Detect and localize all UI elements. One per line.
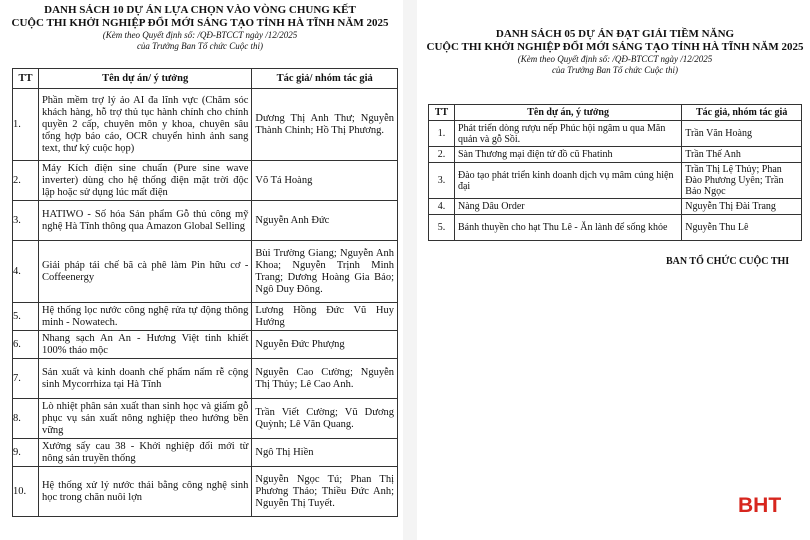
left-title-2: CUỘC THI KHỞI NGHIỆP ĐỔI MỚI SÁNG TẠO TỈNH HÀ TĨNH NĂM 2025 bbox=[11, 17, 389, 29]
table-row bbox=[429, 163, 802, 199]
project-name: Bánh thuyền cho hạt Thu Lê - Ăn lành để sống khỏe bbox=[454, 215, 681, 241]
bht-logo bbox=[738, 492, 788, 516]
project-author: Nguyễn Ngọc Tú; Phan Thị Phương Thảo; Thiều Đức Anh; Nguyễn Thị Tuyết. bbox=[252, 467, 398, 517]
row-number: 6. bbox=[13, 331, 39, 359]
project-author: Trần Viết Cường; Vũ Dương Quỳnh; Lê Văn Quang. bbox=[252, 399, 398, 439]
project-author: Lương Hồng Đức Vũ Huy Hướng bbox=[252, 303, 398, 331]
row-number: 5. bbox=[13, 303, 39, 331]
left-header-author: Tác giả/ nhóm tác giả bbox=[252, 69, 398, 89]
project-author: Võ Tá Hoàng bbox=[252, 161, 398, 201]
table-row bbox=[13, 331, 398, 359]
row-number: 1. bbox=[13, 89, 39, 161]
table-row bbox=[13, 303, 398, 331]
row-number: 9. bbox=[13, 439, 39, 467]
project-name: Máy Kích điện sine chuẩn (Pure sine wave inverter) dùng cho hệ thống điện mặt trời độc lập hoặc sử dụng lúc mất điện bbox=[38, 161, 251, 201]
organizing-committee-signature: BAN TỔ CHỨC CUỘC THI bbox=[666, 256, 790, 267]
row-number: 7. bbox=[13, 359, 39, 399]
right-header-author: Tác giả, nhóm tác giả bbox=[682, 105, 802, 121]
project-name: Sàn Thương mại điện tử đồ cũ Fhatinh bbox=[454, 147, 681, 163]
row-number: 10. bbox=[13, 467, 39, 517]
left-title-1: DANH SÁCH 10 DỰ ÁN LỰA CHỌN VÀO VÒNG CHUNG KẾT bbox=[44, 4, 356, 16]
table-row bbox=[429, 121, 802, 147]
table-row bbox=[13, 241, 398, 303]
project-author: Nguyễn Anh Đức bbox=[252, 201, 398, 241]
left-header-name: Tên dự án/ ý tưởng bbox=[38, 69, 251, 89]
table-row bbox=[13, 359, 398, 399]
left-subtitle-1: (Kèm theo Quyết định số: /QĐ-BTCCT ngày /12/2025 bbox=[102, 30, 298, 40]
table-row bbox=[13, 161, 398, 201]
table-row bbox=[13, 467, 398, 517]
project-name: Phần mềm trợ lý ảo AI đa lĩnh vực (Chăm sóc khách hàng, hỗ trợ thủ tục hành chính cho chính quyền 2 cấp, chuyên môn y khoa, chuyên sâu tổng hợp báo cáo, OCR chuyển hình ảnh sang text, thư ký cuộc họp) bbox=[38, 89, 251, 161]
project-name: Nhang sạch An An - Hương Việt tinh khiết 100% thảo mộc bbox=[38, 331, 251, 359]
project-name: Sản xuất và kinh doanh chế phẩm nấm rễ cộng sinh Mycorrhiza tại Hà Tĩnh bbox=[38, 359, 251, 399]
left-project-table bbox=[12, 68, 398, 517]
right-title-1: DANH SÁCH 05 DỰ ÁN ĐẠT GIẢI TIỀM NĂNG bbox=[495, 28, 735, 40]
row-number: 5. bbox=[429, 215, 455, 241]
project-name: Phát triển dòng rượu nếp Phúc hội ngâm u qua Măn quản và gỗ Sồi. bbox=[454, 121, 681, 147]
row-number: 4. bbox=[13, 241, 39, 303]
table-row bbox=[13, 201, 398, 241]
left-header-no: TT bbox=[13, 69, 39, 89]
left-subtitle-2: của Trưởng Ban Tổ chức Cuộc thi) bbox=[136, 41, 264, 51]
right-header-name: Tên dự án, ý tưởng bbox=[454, 105, 681, 121]
right-header-no: TT bbox=[429, 105, 455, 121]
row-number: 2. bbox=[429, 147, 455, 163]
table-row bbox=[13, 89, 398, 161]
right-project-table bbox=[428, 104, 802, 241]
project-author: Trần Thế Anh bbox=[682, 147, 802, 163]
row-number: 1. bbox=[429, 121, 455, 147]
project-name: HATIWO - Số hóa Sản phẩm Gỗ thủ công mỹ nghệ Hà Tĩnh thông qua Amazon Global Selling bbox=[38, 201, 251, 241]
project-author: Nguyễn Thu Lê bbox=[682, 215, 802, 241]
row-number: 3. bbox=[429, 163, 455, 199]
project-author: Nguyễn Cao Cường; Nguyễn Thị Thủy; Lê Cao Anh. bbox=[252, 359, 398, 399]
project-name: Hệ thống xử lý nước thải bằng công nghệ sinh học trong chăn nuôi lợn bbox=[38, 467, 251, 517]
page-gutter bbox=[403, 0, 417, 540]
project-author: Trần Thị Lệ Thủy; Phan Đào Phương Uyên; Trần Bảo Ngọc bbox=[682, 163, 802, 199]
project-author: Nguyễn Thị Đài Trang bbox=[682, 199, 802, 215]
project-author: Nguyễn Đức Phượng bbox=[252, 331, 398, 359]
project-name: Lò nhiệt phân sản xuất than sinh học và giấm gỗ phục vụ sản xuất nông nghiệp theo hướng bền vững bbox=[38, 399, 251, 439]
project-author: Dương Thị Anh Thư; Nguyễn Thành Chinh; Hồ Thị Phương. bbox=[252, 89, 398, 161]
project-author: Trần Văn Hoàng bbox=[682, 121, 802, 147]
project-author: Ngô Thị Hiền bbox=[252, 439, 398, 467]
right-subtitle-2: của Trưởng Ban Tổ chức Cuộc thi) bbox=[551, 65, 679, 75]
row-number: 2. bbox=[13, 161, 39, 201]
row-number: 3. bbox=[13, 201, 39, 241]
table-row bbox=[13, 439, 398, 467]
right-subtitle-1: (Kèm theo Quyết định số: /QĐ-BTCCT ngày /12/2025 bbox=[517, 54, 713, 64]
table-row bbox=[429, 147, 802, 163]
row-number: 8. bbox=[13, 399, 39, 439]
bht-logo-text: BHT bbox=[738, 494, 782, 516]
right-title-2: CUỘC THI KHỞI NGHIỆP ĐỔI MỚI SÁNG TẠO TỈNH HÀ TĨNH NĂM 2025 bbox=[426, 41, 804, 53]
project-author: Bùi Trường Giang; Nguyễn Anh Khoa; Nguyễn Trịnh Minh Trang; Dương Hoàng Gia Bảo; Ngô Duy Đông. bbox=[252, 241, 398, 303]
project-name: Nàng Dâu Order bbox=[454, 199, 681, 215]
project-name: Hệ thống lọc nước công nghệ rửa tự động thông minh - Nowatech. bbox=[38, 303, 251, 331]
project-name: Giải pháp tái chế bã cà phê làm Pin hữu cơ - Coffeenergy bbox=[38, 241, 251, 303]
table-row bbox=[13, 399, 398, 439]
project-name: Đào tạo phát triển kinh doanh dịch vụ mâm cúng hiện đại bbox=[454, 163, 681, 199]
table-row bbox=[429, 215, 802, 241]
table-row bbox=[429, 199, 802, 215]
project-name: Xưởng sấy cau 38 - Khởi nghiệp đổi mới từ nông sản truyền thống bbox=[38, 439, 251, 467]
row-number: 4. bbox=[429, 199, 455, 215]
bht-logo-icon bbox=[738, 492, 788, 516]
